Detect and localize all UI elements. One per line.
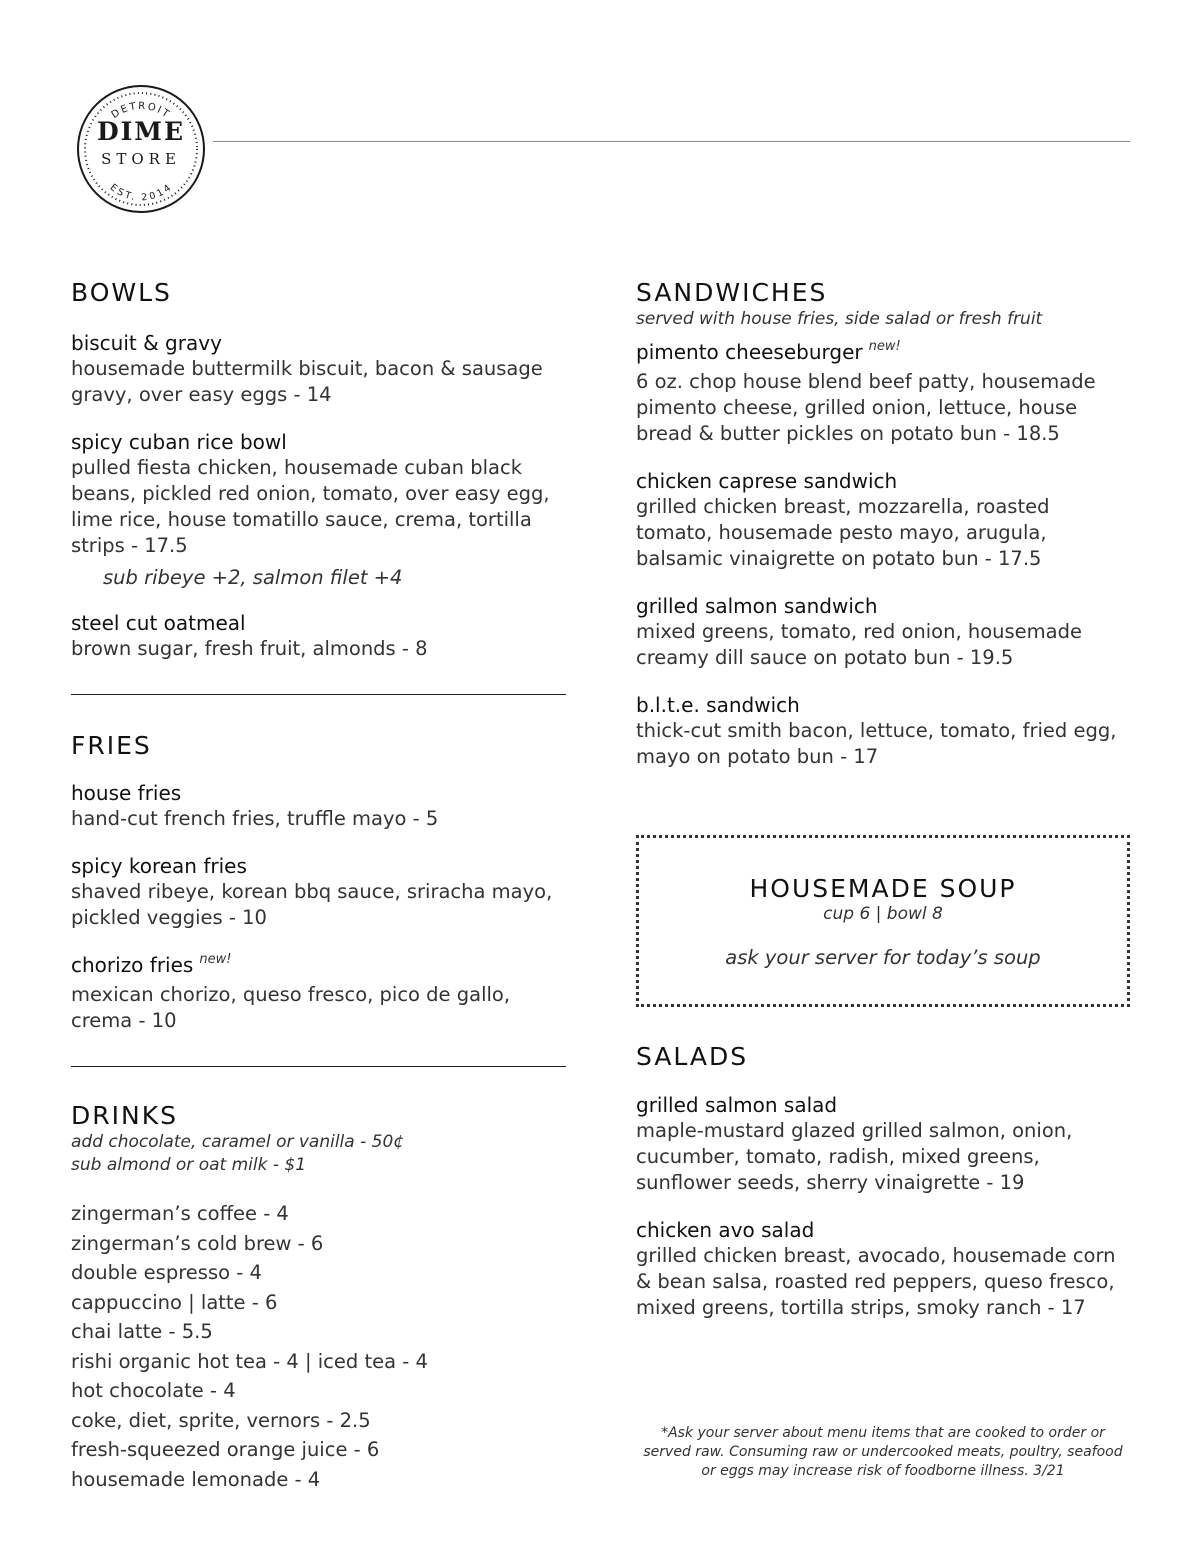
item-name: biscuit & gravy [71,331,222,355]
drink-item: hot chocolate - 4 [71,1379,236,1402]
header-rule [213,141,1130,142]
drink-item: coke, diet, sprite, vernors - 2.5 [71,1408,371,1432]
drinks-note-flavors: add chocolate, caramel or vanilla - 50¢ [71,1132,405,1152]
drink-item: rishi organic hot tea - 4 | iced tea - 4 [71,1349,428,1373]
drink-item: cappuccino | latte - 6 [71,1290,278,1314]
item-desc: grilled chicken breast, mozzarella, roasted tomato, housemade pesto mayo, arugula, balsamic vinaigrette on potato bun - 17.5 [636,495,1050,570]
drink-item: housemade lemonade - 4 [71,1467,321,1491]
menu-item-salmon-salad [636,1092,1131,1196]
item-name [636,339,1131,369]
item-name: b.l.t.e. sandwich [636,693,800,717]
dime-store-logo [71,84,211,214]
menu-item-cuban-rice-bowl [71,429,566,591]
item-desc: 6 oz. chop house blend beef patty, housemade pimento cheese, grilled onion, lettuce, house bread & butter pickles on potato bun - 18.5 [636,370,1096,445]
section-title-fries: FRIES [71,731,152,760]
salads-section [636,1042,1131,1321]
item-name: grilled salmon sandwich [636,594,878,618]
logo-bottom-text: EST. 2014 [107,181,175,204]
item-name: spicy cuban rice bowl [71,430,287,454]
sub-keyword: sub [103,566,138,589]
item-name-text: chorizo fries [71,953,194,977]
soup-price: cup 6 | bowl 8 [823,904,943,924]
sub-options [103,565,566,591]
menu-item-salmon-sandwich [636,593,1131,671]
menu-item-pimento-cheeseburger [636,339,1131,447]
sandwiches-section [636,278,1131,770]
item-name: grilled salmon salad [636,1093,838,1117]
item-name [71,952,566,982]
soup-title: HOUSEMADE SOUP [749,874,1017,903]
section-divider [71,694,566,695]
menu-item-blte [636,692,1131,770]
item-desc: mexican chorizo, queso fresco, pico de gallo, crema - 10 [71,983,511,1032]
sandwiches-note: served with house fries, side salad or fresh fruit [636,309,1043,329]
salads-column [636,1042,1131,1321]
item-name: steel cut oatmeal [71,611,246,635]
menu-item-oatmeal [71,610,566,662]
item-name-text: pimento cheeseburger [636,340,863,364]
soup-ask: ask your server for today’s soup [725,946,1041,969]
drinks-note-milk: sub almond or oat milk - $1 [71,1155,307,1175]
menu-item-biscuit-gravy [71,330,566,408]
drinks-list [71,1199,566,1494]
item-desc: maple-mustard glazed grilled salmon, onion, cucumber, tomato, radish, mixed greens, sunflower seeds, sherry vinaigrette - 19 [636,1119,1073,1194]
new-badge: new! [199,952,232,967]
sub-options-text: ribeye +2, salmon filet +4 [137,566,403,589]
menu-item-chorizo-fries [71,952,566,1034]
menu-item-house-fries [71,780,566,832]
menu-item-korean-fries [71,853,566,931]
logo-name-store: STORE [101,150,181,168]
drink-item: fresh-squeezed orange juice - 6 [71,1438,380,1461]
item-name: chicken avo salad [636,1218,815,1242]
soup-box [636,835,1130,1007]
item-desc: mixed greens, tomato, red onion, housemade creamy dill sauce on potato bun - 19.5 [636,620,1082,669]
item-desc: brown sugar, fresh fruit, almonds - 8 [71,637,428,660]
fries-section [71,731,566,1034]
left-column [71,278,566,1494]
drinks-section [71,1101,566,1494]
section-title-sandwiches: SANDWICHES [636,278,828,307]
section-title-drinks: DRINKS [71,1101,178,1130]
item-name: chicken caprese sandwich [636,469,898,493]
drink-item: chai latte - 5.5 [71,1320,213,1343]
item-desc: grilled chicken breast, avocado, housemade corn & bean salsa, roasted red peppers, queso fresco, mixed greens, tortilla strips, smoky ranch - 17 [636,1244,1116,1319]
section-title-salads: SALADS [636,1042,749,1071]
bowls-section [71,278,566,662]
section-divider [71,1066,566,1067]
item-name: spicy korean fries [71,854,247,878]
item-desc: thick-cut smith bacon, lettuce, tomato, fried egg, mayo on potato bun - 17 [636,719,1117,768]
right-column [636,278,1131,770]
item-desc: shaved ribeye, korean bbq sauce, sriracha mayo, pickled veggies - 10 [71,880,553,929]
item-desc: hand-cut french fries, truffle mayo - 5 [71,807,439,830]
drink-item: zingerman’s coffee - 4 [71,1202,289,1225]
item-name: house fries [71,781,182,805]
section-title-bowls: BOWLS [71,278,172,307]
new-badge: new! [868,339,901,354]
item-desc: pulled fiesta chicken, housemade cuban black beans, pickled red onion, tomato, over easy egg, lime rice, house tomatillo sauce, crema, tortilla strips - 17.5 [71,456,550,557]
drink-item: zingerman’s cold brew - 6 [71,1231,324,1255]
drink-item: double espresso - 4 [71,1261,262,1284]
item-desc: housemade buttermilk biscuit, bacon & sausage gravy, over easy eggs - 14 [71,357,543,406]
logo-name-dime: DIME [96,117,186,146]
menu-item-chicken-caprese [636,468,1131,572]
allergy-footnote: *Ask your server about menu items that are cooked to order or served raw. Consuming raw or undercooked meats, poultry, seafood or eggs may increase risk of foodborne illness. 3/21 [643,1425,1123,1479]
logo-top-text: DETROIT [109,100,173,121]
menu-item-chicken-avo-salad [636,1217,1131,1321]
